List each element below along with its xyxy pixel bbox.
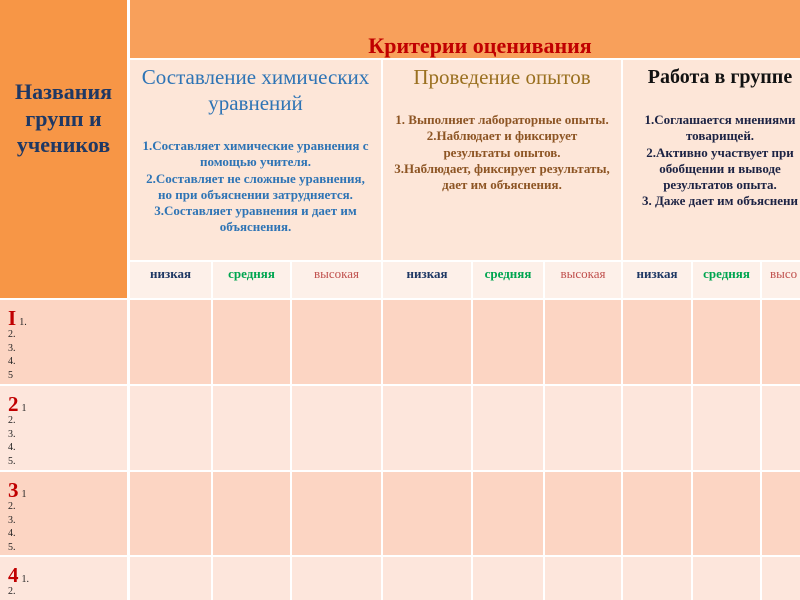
score-cell-group-1-equations-medium xyxy=(213,300,292,386)
criterion-description-line: 3.Составляет уравнения и дает им xyxy=(154,203,357,219)
criterion-description-line: помощью учителя. xyxy=(199,154,311,170)
criterion-title-line: Работа в группе xyxy=(647,66,793,88)
score-cell-group-2-group-work-low xyxy=(623,386,693,472)
criterion-group-work xyxy=(623,60,800,262)
criterion-description-line: товарищей. xyxy=(685,128,755,144)
score-cell-group-2-equations-low xyxy=(130,386,213,472)
score-cell-group-1-experiments-low xyxy=(383,300,473,386)
level-high-header: высо xyxy=(762,262,800,300)
criterion-chemical-equations xyxy=(130,60,383,262)
student-number: 4. xyxy=(8,442,16,454)
score-cell-group-4-group-work-medium xyxy=(693,557,762,600)
score-cell-group-4-group-work-high xyxy=(762,557,800,600)
student-number: 4. xyxy=(8,356,16,368)
score-cell-group-3-equations-low xyxy=(130,472,213,557)
student-number: 2. xyxy=(8,415,16,426)
student-number: 1 xyxy=(21,489,27,500)
criterion-description-line: результатов опыта. xyxy=(663,177,777,193)
criteria-title: Критерии оценивания xyxy=(368,33,592,58)
level-high-header: высокая xyxy=(292,262,383,300)
student-number: 2. xyxy=(8,501,16,512)
score-cell-group-1-group-work-high xyxy=(762,300,800,386)
score-cell-group-1-equations-high xyxy=(292,300,383,386)
score-cell-group-3-experiments-medium xyxy=(473,472,545,557)
score-cell-group-4-experiments-high xyxy=(545,557,623,600)
group-3-cell xyxy=(0,472,130,557)
criterion-title-line: Проведение опытов xyxy=(413,65,591,89)
student-number: 5 xyxy=(8,369,13,381)
score-cell-group-3-equations-high xyxy=(292,472,383,557)
level-medium-header: средняя xyxy=(213,262,292,300)
criterion-description-line: дает им объяснения. xyxy=(442,177,562,193)
score-cell-group-3-group-work-high xyxy=(762,472,800,557)
score-cell-group-4-equations-medium xyxy=(213,557,292,600)
student-number: 3. xyxy=(8,342,16,354)
score-cell-group-3-group-work-low xyxy=(623,472,693,557)
score-cell-group-3-group-work-medium xyxy=(693,472,762,557)
criterion-description-line: 1. Выполняет лабораторные опыты. xyxy=(395,112,609,127)
student-number: 1. xyxy=(21,574,29,585)
group-2-cell xyxy=(0,386,130,472)
student-number: 4. xyxy=(8,528,16,540)
level-low-header: низкая xyxy=(130,262,213,300)
score-cell-group-2-experiments-low xyxy=(383,386,473,472)
group-number: 3 xyxy=(8,478,19,502)
criterion-description-line: 3.Наблюдает, фиксирует результаты, xyxy=(394,160,610,176)
group-4-cell xyxy=(0,557,130,600)
score-cell-group-4-group-work-low xyxy=(623,557,693,600)
criterion-description-line: 1.Составляет химические уравнения с xyxy=(142,138,369,153)
score-cell-group-2-experiments-medium xyxy=(473,386,545,472)
level-medium-header: средняя xyxy=(693,262,762,300)
criterion-description-line: 2.Составляет не сложные уравнения, xyxy=(146,170,365,186)
score-cell-group-1-experiments-medium xyxy=(473,300,545,386)
student-number: 5. xyxy=(8,455,16,467)
criterion-description-line: результаты опытов. xyxy=(443,144,561,160)
score-cell-group-1-experiments-high xyxy=(545,300,623,386)
criterion-description-line: объяснения. xyxy=(219,219,292,235)
criterion-description-line: 1.Соглашается мнениями xyxy=(644,112,796,127)
criterion-title xyxy=(130,64,381,116)
score-cell-group-4-equations-high xyxy=(292,557,383,600)
score-cell-group-2-experiments-high xyxy=(545,386,623,472)
level-medium-header: средняя xyxy=(473,262,545,300)
score-cell-group-1-group-work-medium xyxy=(693,300,762,386)
score-cell-group-4-experiments-medium xyxy=(473,557,545,600)
score-cell-group-2-equations-high xyxy=(292,386,383,472)
level-high-header: высокая xyxy=(545,262,623,300)
group-number: 4 xyxy=(8,563,19,587)
score-cell-group-3-experiments-high xyxy=(545,472,623,557)
score-cell-group-2-equations-medium xyxy=(213,386,292,472)
score-cell-group-3-equations-medium xyxy=(213,472,292,557)
score-cell-group-2-group-work-high xyxy=(762,386,800,472)
criterion-description-line: но при объяснении затрудняется. xyxy=(158,186,353,202)
group-number: I xyxy=(8,306,17,330)
score-cell-group-1-equations-low xyxy=(130,300,213,386)
criterion-description-line: обобщении и выводе xyxy=(659,160,781,176)
student-number: 3. xyxy=(8,428,16,440)
score-cell-group-4-equations-low xyxy=(130,557,213,600)
group-names-header-line: учеников xyxy=(16,132,111,157)
group-number: 2 xyxy=(8,392,19,416)
criterion-description-line: 2.Активно участвует при xyxy=(646,144,794,160)
criteria-header-band xyxy=(130,0,800,60)
criterion-description-line: 3. Даже дает им объяснени xyxy=(641,193,799,209)
group-names-header-line: групп и xyxy=(25,105,102,131)
score-cell-group-3-experiments-low xyxy=(383,472,473,557)
student-number: 1 xyxy=(21,403,27,414)
student-number: 5. xyxy=(8,541,16,553)
student-number: 2. xyxy=(8,586,16,597)
student-number: 3. xyxy=(8,514,16,526)
criterion-description xyxy=(130,138,381,236)
criterion-description xyxy=(640,112,800,210)
criterion-title xyxy=(640,64,800,90)
group-names-header-line: Названия xyxy=(14,79,113,104)
criterion-title-line: уравнений xyxy=(208,91,303,115)
level-low-header: низкая xyxy=(623,262,693,300)
score-cell-group-2-group-work-medium xyxy=(693,386,762,472)
score-cell-group-4-experiments-low xyxy=(383,557,473,600)
criterion-title-line: Составление химических xyxy=(141,65,370,89)
group-1-cell xyxy=(0,300,130,386)
criterion-title xyxy=(383,64,621,90)
group-names-header xyxy=(0,0,130,300)
student-number: 2. xyxy=(8,329,16,340)
score-cell-group-1-group-work-low xyxy=(623,300,693,386)
criterion-description-line: 2.Наблюдает и фиксирует xyxy=(426,128,578,144)
level-low-header: низкая xyxy=(383,262,473,300)
student-number: 1. xyxy=(19,317,27,328)
criterion-description xyxy=(383,112,621,193)
criterion-experiments xyxy=(383,60,623,262)
